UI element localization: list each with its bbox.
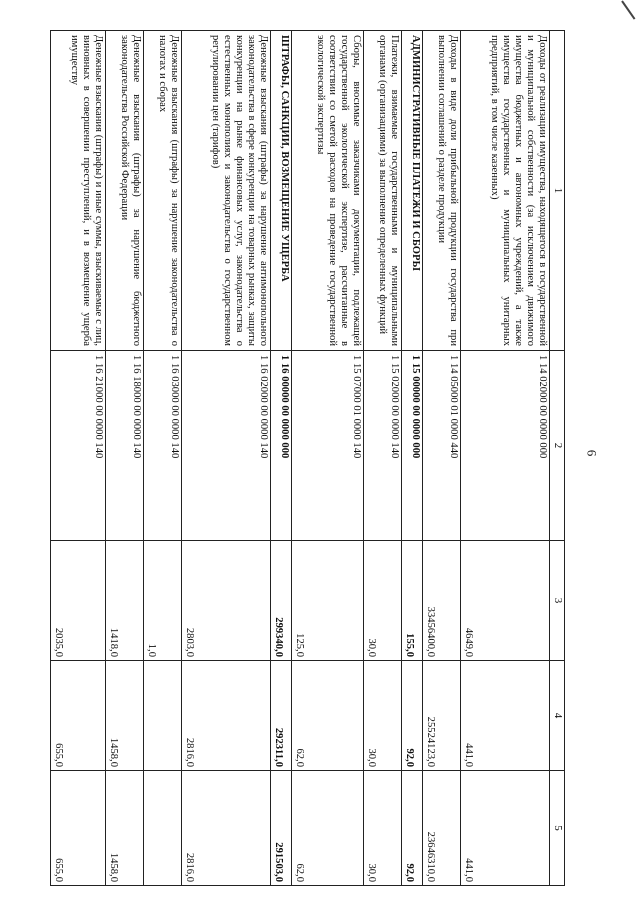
value-cell: 23646310,0 [423,771,461,886]
code-cell: 1 16 18000 00 0000 140 [106,351,144,541]
header-cell: 1 [550,31,565,351]
code-cell: 1 16 21000 00 0000 140 [51,351,106,541]
value-cell: 291503,0 [270,771,291,886]
value-cell: 30,0 [363,661,401,771]
value-cell: 92,0 [402,661,423,771]
header-cell: 5 [550,771,565,886]
table-row [144,31,182,886]
value-cell: 1458,0 [106,771,144,886]
name-cell: Денежные взыскания (штрафы) за нарушение бюджетного законодательства Российской Федерации [106,31,144,351]
name-cell: ШТРАФЫ, САНКЦИИ, ВОЗМЕЩЕНИЕ УЩЕРБА [270,31,291,351]
table-row [106,31,144,886]
code-cell: 1 16 00000 00 0000 000 [270,351,291,541]
header-row [550,31,565,886]
code-cell: 1 15 02000 00 0000 140 [363,351,401,541]
value-cell: 30,0 [363,771,401,886]
table-row [270,31,291,886]
name-cell: Доходы в виде доли прибыльной продукции государства при выполнении соглашений о разделе продукции [423,31,461,351]
name-cell: Сборы, вносимые заказчиками документации, подлежащей государственной экологической экспертизе, рассчитанные в соответствии со сметой расходов на проведение государственной экологической экспертизы [292,31,364,351]
header-cell: 4 [550,661,565,771]
value-cell: 1458,0 [106,661,144,771]
value-cell: 1,0 [144,541,182,661]
value-cell: 33456400,0 [423,541,461,661]
value-cell: 4649,0 [461,541,550,661]
code-cell: 1 14 02000 00 0000 000 [461,351,550,541]
code-cell: 1 16 03000 00 0000 140 [144,351,182,541]
name-cell: Денежные взыскания (штрафы) за нарушение антимонопольного законодательства в сфере конкуренции на товарных рынках, защиты конкуренции на рынке финансовых услуг, законодательства о естественных монополиях и законодательства о государственном регулировании цен (тарифов) [182,31,271,351]
value-cell: 655,0 [51,661,106,771]
value-cell: 125,0 [292,541,364,661]
value-cell: 2816,0 [182,661,271,771]
rotated-table-wrapper [50,30,565,885]
value-cell: 2816,0 [182,771,271,886]
code-cell: 1 14 05000 01 0000 440 [423,351,461,541]
code-cell: 1 15 07000 01 0000 140 [292,351,364,541]
value-cell: 25524123,0 [423,661,461,771]
table-row [423,31,461,886]
name-cell: Денежные взыскания (штрафы) и иные суммы, взыскиваемые с лиц, виновных в совершении преступлений, и в возмещение ущерба имуществу [51,31,106,351]
value-cell [144,771,182,886]
table-row [402,31,423,886]
code-cell: 1 16 02000 00 0000 140 [182,351,271,541]
value-cell: 92,0 [402,771,423,886]
header-cell: 3 [550,541,565,661]
value-cell: 62,0 [292,661,364,771]
value-cell: 30,0 [363,541,401,661]
table-row [461,31,550,886]
name-cell: АДМИНИСТРАТИВНЫЕ ПЛАТЕЖИ И СБОРЫ [402,31,423,351]
value-cell: 655,0 [51,771,106,886]
value-cell: 2803,0 [182,541,271,661]
value-cell: 441,0 [461,661,550,771]
table-row [292,31,364,886]
name-cell: Платежи, взимаемые государственными и муниципальными органами (организациями) за выполнение определенных функций [363,31,401,351]
header-cell: 2 [550,351,565,541]
revenue-table [50,30,565,886]
name-cell: Денежные взыскания (штрафы) за нарушение законодательства о налогах и сборах [144,31,182,351]
table-row [182,31,271,886]
value-cell: 441,0 [461,771,550,886]
page-number: 6 [584,449,600,457]
code-cell: 1 15 00000 00 0000 000 [402,351,423,541]
value-cell: 155,0 [402,541,423,661]
value-cell: 299340,0 [270,541,291,661]
scan-mark [621,0,635,19]
value-cell: 1418,0 [106,541,144,661]
value-cell: 62,0 [292,771,364,886]
name-cell: Доходы от реализации имущества, находящегося в государственной и муниципальной собственности (за исключением движимого имущества бюджетных и автономных учреждений, а также имущества государственных и муниципальных унитарных предприятий, в том числе казенных) [461,31,550,351]
value-cell: 292311,0 [270,661,291,771]
value-cell: 2035,0 [51,541,106,661]
table-row [363,31,401,886]
value-cell [144,661,182,771]
table-row [51,31,106,886]
